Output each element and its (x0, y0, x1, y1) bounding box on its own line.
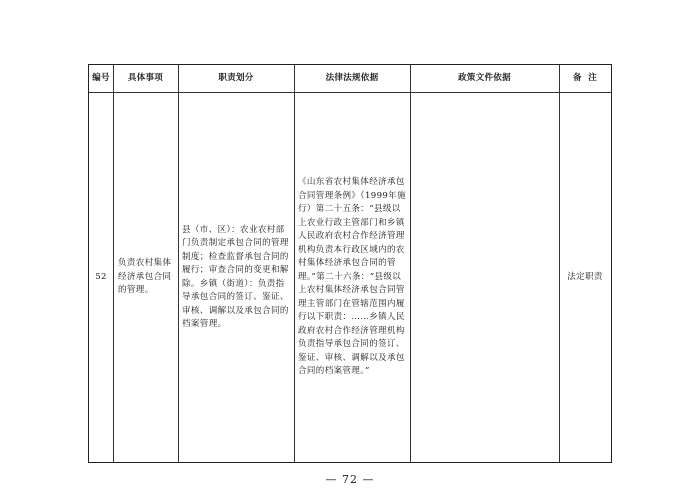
remarks-text: 法定职责 (567, 271, 603, 282)
column-divider (294, 65, 295, 462)
header-policy-basis: 政策文件依据 (458, 73, 511, 83)
duties-text: 县（市、区）：农业农村部门负责制定承包合同的管理制度；检查监督承包合同的履行；审查合同的变更和解除。乡镇（街道）：负责指导承包合同的签订、鉴证、审核、调解以及承包合同的档案管理。 (182, 224, 289, 329)
page-number: — 72 — (325, 473, 375, 486)
policy-basis-cell (414, 93, 556, 462)
remarks-cell (559, 93, 611, 462)
row-number-cell (89, 93, 113, 462)
header-number: 编号 (92, 73, 110, 83)
header-matter: 具体事项 (127, 73, 164, 83)
duties-cell (182, 93, 292, 462)
matter-cell (118, 93, 176, 462)
column-divider (113, 65, 114, 462)
responsibility-table (88, 64, 612, 463)
legal-basis-text: 《山东省农村集体经济承包合同管理条例》（1999年施行）第二十五条：“县级以上农业行政主管部门和乡镇人民政府农村合作经济管理机构负责本行政区域内的农村集体经济承包合同的管理。”第二十六条：“县级以上农村集体经济承包合同管理主管部门在管辖范围内履行以下职责：……乡镇人民政府农村合作经济管理机构负责指导承包合同的签订、鉴证、审核、调解以及承包合同的档案管理。” (298, 177, 406, 377)
header-duties: 职责划分 (218, 73, 254, 83)
row-number: 52 (95, 271, 107, 282)
header-legal-basis: 法律法规依据 (325, 73, 379, 83)
header-remarks: 备 注 (572, 73, 598, 83)
legal-basis-cell (298, 93, 408, 462)
column-divider (178, 65, 179, 462)
matter-text: 负责农村集体经济承包合同的管理。 (118, 258, 172, 296)
column-divider (410, 65, 411, 462)
